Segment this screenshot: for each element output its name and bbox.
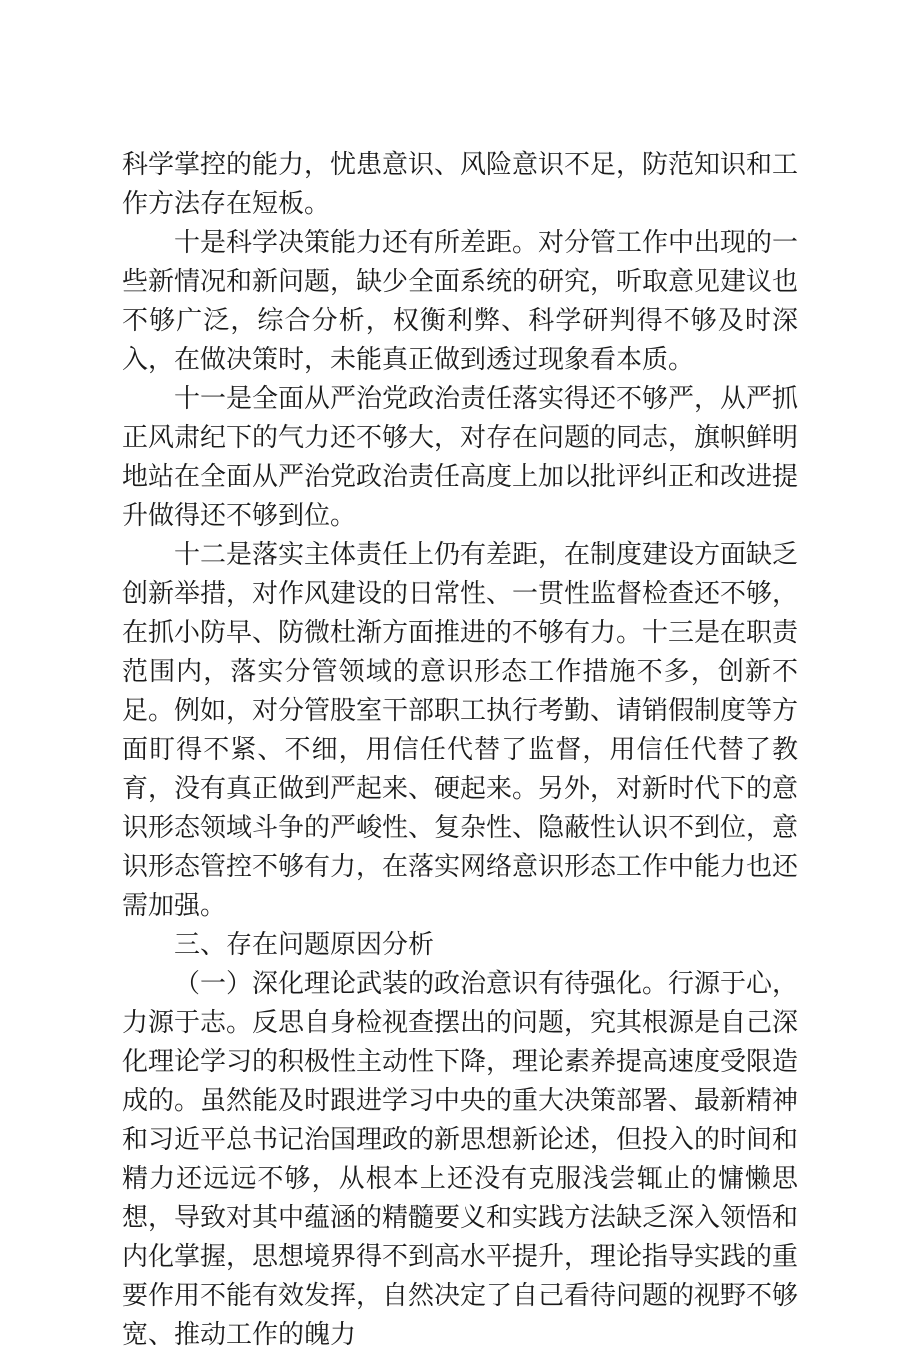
paragraph-1: 科学掌控的能力，忧患意识、风险意识不足，防范知识和工作方法存在短板。 — [122, 150, 799, 219]
document-body — [122, 146, 798, 1355]
paragraph-5: （一）深化理论武装的政治意识有待强化。行源于心，力源于志。反思自身检视查摆出的问题，究其根源是自己深化理论学习的积极性主动性下降，理论素养提高速度受限造成的。虽然能及时跟进学习中央的重大决策部署、最新精神和习近平总书记治国理政的新思想新论述，但投入的时间和精力还远远不够，从根本上还没有克服浅尝辄止的慵懒思想，导致对其中蕴涵的精髓要义和实践方法缺乏深入领悟和内化掌握，思想境界得不到高水平提升，理论指导实践的重要作用不能有效发挥，自然决定了自己看待问题的视野不够宽、推动工作的魄力 — [122, 969, 799, 1350]
paragraph-3: 十一是全面从严治党政治责任落实得还不够严，从严抓正风肃纪下的气力还不够大，对存在问题的同志，旗帜鲜明地站在全面从严治党政治责任高度上加以批评纠正和改进提升做得还不够到位。 — [122, 384, 799, 531]
paragraph-4: 十二是落实主体责任上仍有差距，在制度建设方面缺乏创新举措，对作风建设的日常性、一贯性监督检查还不够，在抓小防早、防微杜渐方面推进的不够有力。十三是在职责范围内，落实分管领域的意识形态工作措施不多，创新不足。例如，对分管股室干部职工执行考勤、请销假制度等方面盯得不紧、不细，用信任代替了监督，用信任代替了教育，没有真正做到严起来、硬起来。另外，对新时代下的意识形态领域斗争的严峻性、复杂性、隐蔽性认识不到位，意识形态管控不够有力，在落实网络意识形态工作中能力也还需加强。 — [122, 540, 799, 921]
section-heading-3: 三、存在问题原因分析 — [174, 930, 435, 960]
paragraph-2: 十是科学决策能力还有所差距。对分管工作中出现的一些新情况和新问题，缺少全面系统的研究，听取意见建议也不够广泛，综合分析，权衡利弊、科学研判得不够及时深入，在做决策时，未能真正做到透过现象看本质。 — [122, 228, 799, 375]
